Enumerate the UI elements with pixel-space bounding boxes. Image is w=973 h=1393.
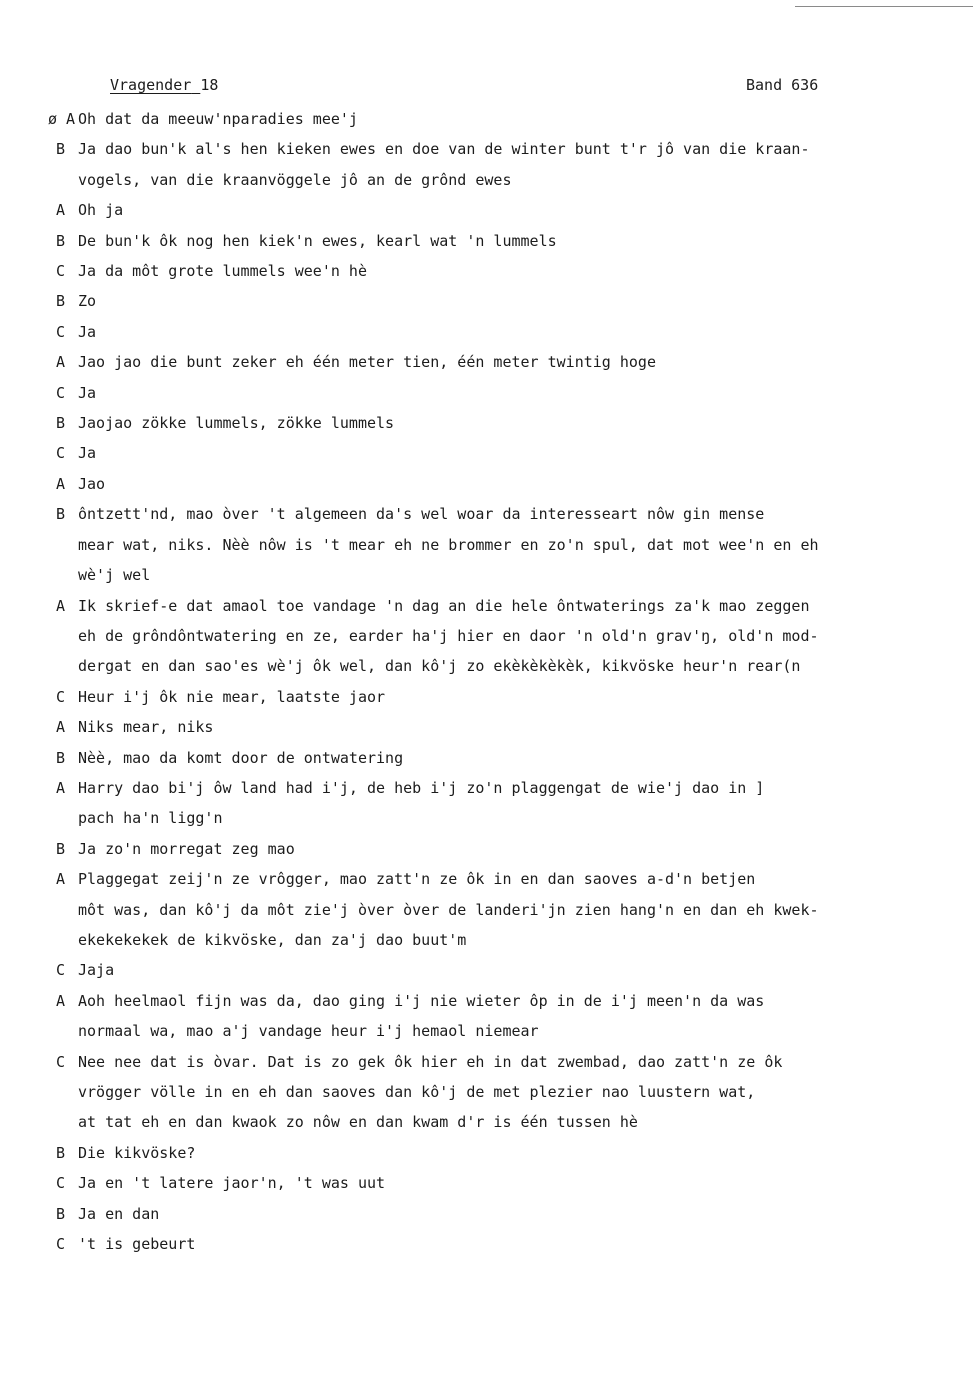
utterance [78,1168,961,1198]
utterance-line: ôntzett'nd, mao òver 't algemeen da's wel woar da interesseart nôw gin mense [78,505,765,524]
speaker-label: C [56,383,66,402]
utterance [78,195,961,225]
speaker-label: C [56,322,66,341]
speaker-label: C [56,444,66,463]
speaker-label: A [56,991,66,1010]
utterance-line: Ja [78,322,97,341]
utterance-line: Zo [78,292,97,311]
utterance [78,226,961,256]
utterance-line: 't is gebeurt [78,1235,196,1254]
speaker-label: A [56,718,66,737]
utterance-line: Ik skrief-e dat amaol toe vandage 'n dag an die hele ôntwaterings za'k mao zeggen [78,596,810,615]
utterance-line: normaal wa, mao a'j vandage heur i'j hemaol niemear [78,1022,539,1041]
title-text: Vragender [110,76,192,94]
utterance [78,1229,961,1259]
speaker-label: B [56,1204,66,1223]
utterance-line: Jao jao die bunt zeker eh één meter tien, één meter twintig hoge [78,353,656,372]
utterance [78,986,961,1047]
transcript-entry [56,1047,961,1138]
utterance-line: Die kikvöske? [78,1143,196,1162]
utterance [78,134,961,195]
transcript-entry [56,1168,961,1198]
utterance-line: Nee nee dat is òvar. Dat is zo gek ôk hier eh in dat zwembad, dao zatt'n ze ôk [78,1052,783,1071]
utterance [78,317,961,347]
speaker-label: B [56,839,66,858]
utterance [78,955,961,985]
utterance-line: pach ha'n ligg'n [78,809,223,828]
transcript-entry [56,499,961,590]
utterance-line: Ja zo'n morregat zeg mao [78,839,295,858]
transcript-entry [56,591,961,682]
utterance [78,347,961,377]
transcript-entry [56,317,961,347]
utterance-line: Jao [78,474,106,493]
speaker-label: C [56,1174,66,1193]
utterance-line: Ja [78,444,97,463]
utterance-line: Oh ja [78,201,124,220]
transcript-entry [56,195,961,225]
utterance [78,1047,961,1138]
speaker-label: ø A [48,110,76,128]
page-title [110,75,218,95]
speaker-label: C [56,687,66,706]
utterance [78,591,961,682]
utterance-line: Aoh heelmaol fijn was da, dao ging i'j nie wieter ôp in de i'j meen'n da was [78,991,765,1010]
transcript-entry [48,104,961,134]
transcript-entry [56,955,961,985]
transcript-entry [56,378,961,408]
utterance [78,438,961,468]
utterance [78,682,961,712]
utterance [78,773,961,834]
utterance [78,469,961,499]
transcript-entry [56,286,961,316]
utterance-line: Ja dao bun'k al's hen kieken ewes en doe van de winter bunt t'r jô van die kraan- [78,140,810,159]
transcript-entry [56,256,961,286]
speaker-label: B [56,140,66,159]
utterance-line: Niks mear, niks [78,718,214,737]
band-label: Band 636 [746,76,819,94]
utterance-line: Ja da môt grote lummels wee'n hè [78,262,367,281]
utterance-line: môt was, dan kô'j da môt zie'j òver òver de landeri'jn zien hang'n en dan eh kwek- [78,900,819,919]
transcript-entry [56,438,961,468]
utterance-line: vogels, van die kraanvöggele jô an de grônd ewes [78,170,512,189]
speaker-label: C [56,1052,66,1071]
transcript [48,104,961,1259]
transcript-entry [56,1138,961,1168]
utterance [78,256,961,286]
utterance-line: vrögger völle in en eh dan saoves dan kô'j de met plezier nao luustern wat, [78,1083,756,1101]
transcript-entry [56,743,961,773]
speaker-label: A [56,778,66,797]
speaker-label: C [56,961,66,980]
transcript-entry [56,1229,961,1259]
utterance-line: eh de grôndôntwatering en ze, earder ha'j hier en daor 'n old'n grav'ŋ, old'n mod- [78,626,819,645]
utterance-line: Jaojao zökke lummels, zökke lummels [78,414,395,433]
transcript-entry [56,682,961,712]
utterance [78,408,961,438]
utterance-line: Oh dat da meeuw'nparadies mee'j [78,110,358,128]
utterance-line: mear wat, niks. Nèè nôw is 't mear eh ne brommer en zo'n spul, dat mot wee'n en eh [78,535,819,554]
utterance [78,1138,961,1168]
speaker-label: C [56,262,66,281]
speaker-label: A [56,201,66,220]
utterance-line: Plaggegat zeij'n ze vrôgger, mao zatt'n ze ôk in en dan saoves a-d'n betjen [78,870,756,889]
transcript-entry [56,864,961,955]
transcript-entry [56,1199,961,1229]
utterance [78,499,961,590]
utterance [78,834,961,864]
transcript-entry [56,773,961,834]
speaker-label: A [56,474,66,493]
utterance-line: at tat eh en dan kwaok zo nôw en dan kwam d'r is één tussen hè [78,1113,638,1132]
speaker-label: A [56,353,66,372]
utterance-line: Harry dao bi'j ôw land had i'j, de heb i'j zo'n plaggengat de wie'j dao in ] [78,778,765,797]
speaker-label: B [56,748,66,767]
speaker-label: C [56,1235,66,1254]
utterance [78,286,961,316]
transcript-entry [56,834,961,864]
speaker-label: B [56,292,66,311]
utterance-line: Nèè, mao da komt door de ontwatering [78,748,404,767]
speaker-label: A [56,596,66,615]
transcript-entry [56,347,961,377]
speaker-label: B [56,505,66,524]
transcript-entry [56,469,961,499]
speaker-label: B [56,1143,66,1162]
top-rule [795,6,973,7]
utterance [78,864,961,955]
utterance [78,104,961,134]
utterance [78,712,961,742]
utterance-line: Ja en dan [78,1204,160,1223]
utterance [78,378,961,408]
utterance-line: De bun'k ôk nog hen kiek'n ewes, kearl wat 'n lummels [78,231,557,250]
utterance-line: Heur i'j ôk nie mear, laatste jaor [78,687,386,706]
transcript-entry [56,226,961,256]
utterance [78,743,961,773]
speaker-label: B [56,414,66,433]
transcript-entry [56,986,961,1047]
utterance-line: ekekekekek de kikvöske, dan za'j dao buut'm [78,930,467,949]
utterance-line: dergat en dan sao'es wè'j ôk wel, dan kô'j zo ekèkèkèkèk, kikvöske heur'n rear(n [78,657,801,676]
transcript-entry [56,408,961,438]
utterance [78,1199,961,1229]
utterance-line: Jaja [78,961,115,980]
title-number: 18 [200,76,219,94]
speaker-label: A [56,870,66,889]
transcript-entry [56,134,961,195]
utterance-line: Ja [78,383,97,402]
transcript-entry [56,712,961,742]
speaker-label: B [56,231,66,250]
utterance-line: Ja en 't latere jaor'n, 't was uut [78,1174,386,1193]
utterance-line: wè'j wel [78,566,151,585]
